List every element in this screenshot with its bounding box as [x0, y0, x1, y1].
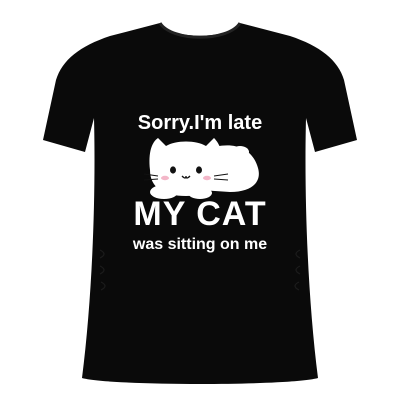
print-line-sorry: Sorry.I'm late	[137, 112, 263, 134]
print-line-sitting: was sitting on me	[132, 236, 268, 253]
print-line-my-cat: MY CAT	[133, 195, 267, 233]
cat-illustration	[144, 138, 259, 199]
